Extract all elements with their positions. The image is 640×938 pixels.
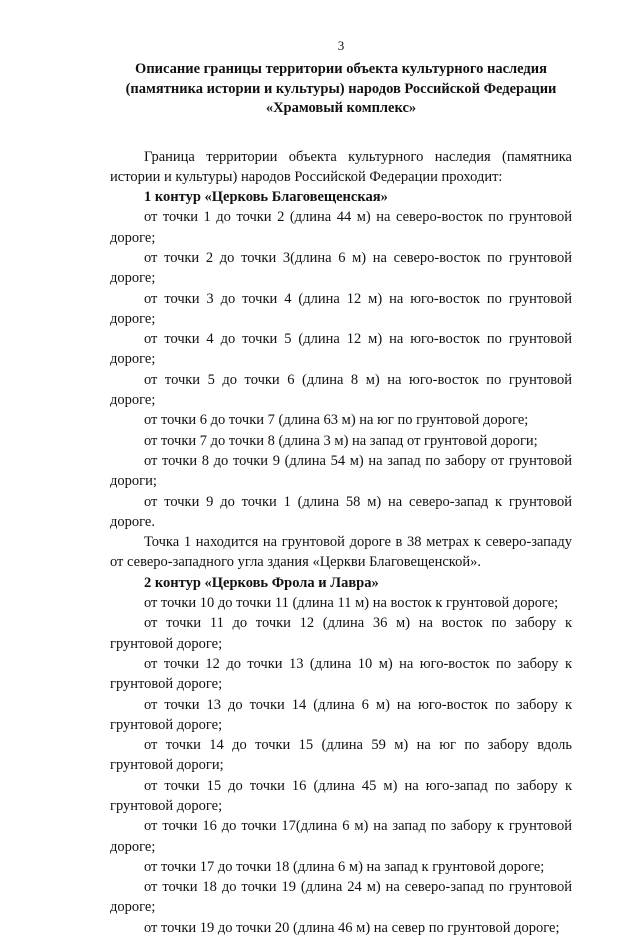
title-line-1: Описание границы территории объекта культурного наследия (135, 61, 547, 77)
contour-1-heading: 1 контур «Церковь Благовещенская» (144, 189, 388, 206)
contour-2-item: от точки 16 до точки 17(длина 6 м) на запад по забору к грунтовой дороге; (110, 818, 572, 855)
page-number: 3 (337, 38, 345, 53)
contour-2-item: от точки 13 до точки 14 (длина 6 м) на юго-восток по забору к грунтовой дороге; (110, 696, 572, 733)
contour-2-item: от точки 19 до точки 20 (длина 46 м) на север по грунтовой дороге; (144, 919, 560, 936)
document-title (110, 60, 572, 119)
contour-1-item: от точки 9 до точки 1 (длина 58 м) на северо-запад к грунтовой дороге. (110, 493, 572, 530)
contour-1-item: от точки 5 до точки 6 (длина 8 м) на юго-восток по грунтовой дороге; (110, 371, 572, 409)
contour-2-item: от точки 12 до точки 13 (длина 10 м) на юго-восток по забору к грунтовой дороге; (110, 655, 572, 693)
contour-1-item: от точки 7 до точки 8 (длина 3 м) на запад от грунтовой дороги; (144, 432, 538, 449)
title-line-3: «Храмовый комплекс» (265, 100, 417, 116)
contour-2-item: от точки 14 до точки 15 (длина 59 м) на юг по забору вдоль грунтовой дороги; (110, 737, 572, 774)
intro-paragraph: Граница территории объекта культурного наследия (памятника истории и культуры) народов Российской Федерации проходит: (110, 148, 572, 185)
contour-2-item: от точки 18 до точки 19 (длина 24 м) на северо-запад по грунтовой дороге; (110, 879, 572, 916)
contour-1-item: от точки 6 до точки 7 (длина 63 м) на юг по грунтовой дороге; (144, 412, 529, 429)
contour-2-item: от точки 17 до точки 18 (длина 6 м) на запад к грунтовой дороге; (144, 858, 545, 875)
contour-1-item: от точки 1 до точки 2 (длина 44 м) на северо-восток по грунтовой дороге; (110, 209, 572, 246)
contour-2-item: от точки 11 до точки 12 (длина 36 м) на восток по забору к грунтовой дороге; (110, 615, 572, 652)
contour-2-heading: 2 контур «Церковь Фрола и Лавра» (144, 574, 379, 591)
contour-2-item: от точки 15 до точки 16 (длина 45 м) на юго-запад по забору к грунтовой дороге; (110, 777, 572, 814)
contour-1-note: Точка 1 находится на грунтовой дороге в 38 метрах к северо-западу от северо-западного угла здания «Церкви Благовещенской». (110, 534, 572, 571)
contour-1-item: от точки 3 до точки 4 (длина 12 м) на юго-восток по грунтовой дороге; (110, 290, 572, 327)
contour-2-item: от точки 10 до точки 11 (длина 11 м) на восток к грунтовой дороге; (144, 595, 559, 612)
contour-1-item: от точки 2 до точки 3(длина 6 м) на северо-восток по грунтовой дороге; (110, 249, 572, 287)
contour-1-item: от точки 4 до точки 5 (длина 12 м) на юго-восток по грунтовой дороге; (110, 331, 572, 368)
contour-1-item: от точки 8 до точки 9 (длина 54 м) на запад по забору от грунтовой дороги; (110, 452, 572, 490)
title-line-2: (памятника истории и культуры) народов Российской Федерации (125, 80, 557, 97)
